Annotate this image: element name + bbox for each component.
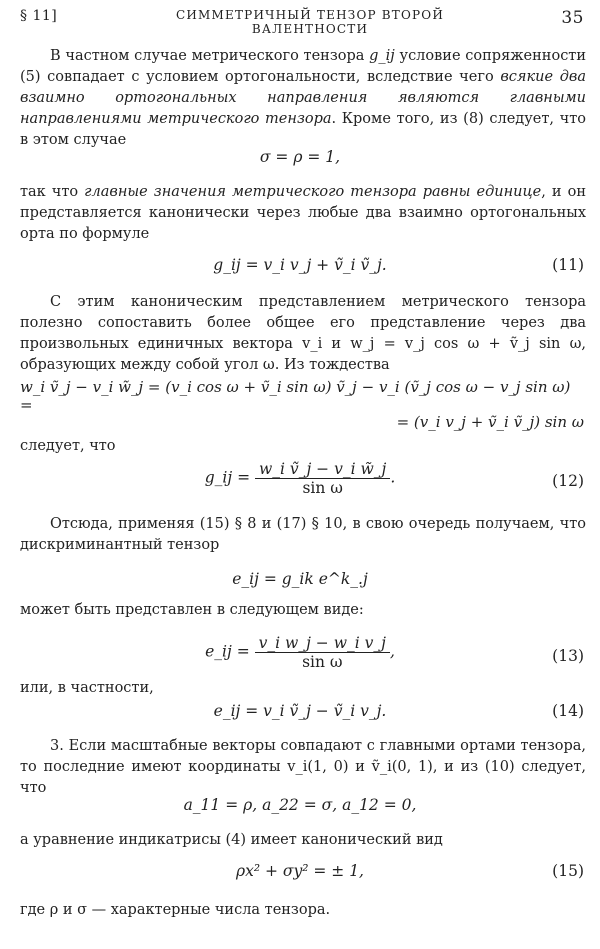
p1-text-2: условие сопряженности (5) совпадает с условием ортогональности, вследствие чего [20,48,586,85]
equation-15-number: (15) [552,862,584,880]
paragraph-8: 3. Если масштабные векторы совпадают с главными ортами тензора, то последние имеют координаты v_i(1, 0) и ṽ_i(0, 1), и из (10) следует, что [20,738,586,796]
header-title: СИММЕТРИЧНЫЙ ТЕНЗОР ВТОРОЙ ВАЛЕНТНОСТИ [175,8,445,36]
page-number: 35 [561,8,584,28]
eq13-denominator: sin ω [302,653,343,671]
equation-e-ij: e_ij = g_ik e^k_.j [232,570,368,588]
equation-13 [0,634,600,671]
equation-14-number: (14) [552,702,584,720]
p1-math-gij: g_ij [369,48,395,64]
eq13-tail: , [389,642,395,661]
equation-sigma-rho: σ = ρ = 1, [259,148,341,166]
paragraph-10: где ρ и σ — характерные числа тензора. [20,902,331,918]
header-section: § 11] [20,8,58,24]
eq13-numerator: v_i w_j − w_i v_j [255,634,390,653]
p2-italic-statement: главные значения метрического тензора равны единице [84,184,542,200]
eq12-denominator: sin ω [302,479,343,497]
paragraph-1 [20,46,586,151]
equation-a-coefficients: a_11 = ρ, a_22 = σ, a_12 = 0, [183,796,417,814]
p1-text-3: . Кроме того, из (8) следует, что в этом случае [20,111,586,148]
p1-text-1: В частном случае метрического тензора [50,48,370,64]
identity-line-1: w_i ṽ_j − v_i w̃_j = (v_i cos ω + ṽ_i sin ω) ṽ_j − v_i (ṽ_j cos ω − v_j sin ω) = [20,378,571,414]
equation-11: g_ij = v_i v_j + ṽ_i ṽ_j. [213,256,387,274]
eq12-numerator: w_i ṽ_j − v_i w̃_j [255,460,390,479]
p2-text-2: , и он представляется канонически через любые два взаимно ортогональных орта по формуле [20,184,586,242]
equation-12-number: (12) [552,472,584,490]
p1-italic-statement: всякие два взаимно ортогональных направления являются главными направлениями метрического тензора [20,69,586,127]
paragraph-3: С этим каноническим представлением метрического тензора полезно сопоставить более общее его представление через два произвольных единичных вектора v_i и w_j = v_j cos ω + ṽ_j sin ω, образующих между собой угол ω. Из тождества [20,294,586,373]
equation-11-number: (11) [552,256,584,274]
p2-text-1: так что [20,184,85,200]
equation-13-number: (13) [552,647,584,665]
eq13-fraction [255,634,390,671]
paragraph-2 [20,182,586,245]
paragraph-9: а уравнение индикатрисы (4) имеет канонический вид [20,832,443,848]
paragraph-5: Отсюда, применяя (15) § 8 и (17) § 10, в свою очередь получаем, что дискриминантный тензор [20,516,586,553]
identity-line-2: = (v_i v_j + ṽ_i ṽ_j) sin ω [396,413,584,431]
equation-12 [0,460,600,497]
equation-14: e_ij = v_i ṽ_j − ṽ_i v_j. [213,702,387,720]
eq13-lhs: e_ij = [205,642,250,661]
paragraph-6: может быть представлен в следующем виде: [20,602,364,618]
paragraph-4: следует, что [20,438,116,454]
eq12-lhs: g_ij = [204,468,251,487]
equation-15: ρx² + σy² = ± 1, [235,862,364,880]
eq12-fraction [255,460,390,497]
paragraph-7: или, в частности, [20,680,154,696]
eq12-tail: . [390,468,396,487]
